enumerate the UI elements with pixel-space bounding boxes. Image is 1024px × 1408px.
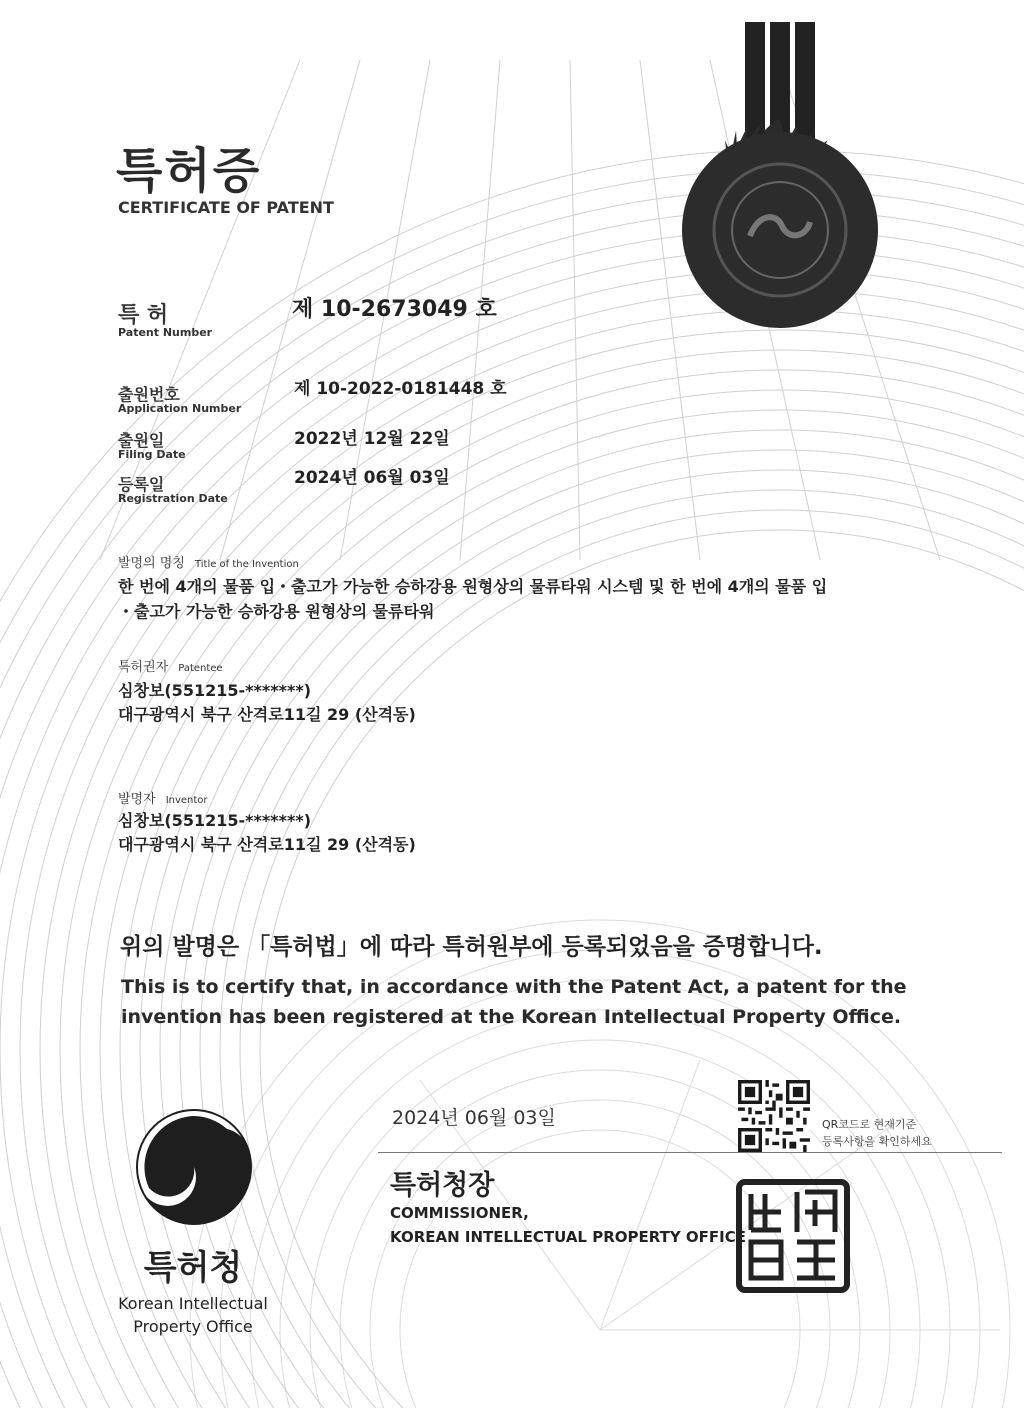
patentee-section-heading — [118, 656, 223, 675]
invention-label: 발명의 명칭 — [118, 556, 185, 571]
inventor-section-heading — [118, 788, 208, 807]
seal-disc — [682, 132, 878, 328]
qr-note-line2: 등록사항을 확인하세요 — [822, 1135, 932, 1148]
office-name-ko: 특허청 — [143, 1248, 243, 1288]
patent-number-label: 특 허 — [118, 303, 169, 328]
issue-date: 2024년 06월 03일 — [392, 1107, 556, 1129]
invention-section-heading — [118, 552, 299, 571]
filing-date-value: 2022년 12월 22일 — [294, 429, 450, 449]
filing-date-label-en: Filing Date — [118, 448, 186, 461]
patentee-label-en: Patentee — [178, 663, 223, 674]
inventor-name: 심창보(551215-*******) — [118, 811, 312, 830]
certificate-title-en: CERTIFICATE OF PATENT — [118, 198, 334, 217]
commissioner-title-en-line1: COMMISSIONER, — [390, 1204, 529, 1222]
qr-note-line1: QR코드로 현재기준 — [822, 1118, 917, 1131]
certification-statement-ko: 위의 발명은 「특허법」에 따라 특허원부에 등록되었음을 증명합니다. — [120, 934, 823, 960]
office-name-en-line1: Korean Intellectual — [118, 1294, 268, 1313]
invention-title-line2: ・출고가 가능한 승하강용 원형상의 물류타워 — [118, 602, 435, 621]
application-number-value: 제 10-2022-0181448 호 — [294, 379, 507, 399]
registration-date-label-en: Registration Date — [118, 492, 228, 505]
patentee-label: 특허권자 — [118, 660, 169, 675]
certification-statement-en-line2: invention has been registered at the Korean Intellectual Property Office. — [121, 1006, 902, 1028]
gold-seal-ribbon — [650, 0, 920, 400]
inventor-label: 발명자 — [118, 792, 156, 807]
commissioner-title-ko: 특허청장 — [390, 1170, 495, 1201]
certificate-title: 특허증 — [116, 143, 262, 199]
filing-date-label: 출원일 — [118, 431, 165, 450]
patent-number-label-en: Patent Number — [118, 326, 213, 339]
inventor-address: 대구광역시 북구 산격로11길 29 (산격동) — [118, 835, 416, 854]
office-name-en-line2: Property Office — [133, 1317, 253, 1336]
registration-date-value: 2024년 06월 03일 — [294, 468, 450, 488]
inventor-label-en: Inventor — [165, 795, 208, 806]
signature-divider — [378, 1152, 1002, 1153]
official-stamp — [735, 1178, 851, 1294]
certification-statement-en-line1: This is to certify that, in accordance with the Patent Act, a patent for the — [121, 976, 907, 998]
patent-number-value: 제 10-2673049 호 — [292, 297, 497, 322]
patentee-address: 대구광역시 북구 산격로11길 29 (산격동) — [118, 705, 416, 724]
patentee-name: 심창보(551215-*******) — [118, 681, 312, 700]
commissioner-title-en-line2: KOREAN INTELLECTUAL PROPERTY OFFICE — [390, 1228, 747, 1246]
invention-label-en: Title of the Invention — [194, 559, 299, 570]
registration-date-label: 등록일 — [118, 475, 165, 494]
application-number-label-en: Application Number — [118, 402, 242, 415]
kipo-taegeuk-logo — [135, 1108, 253, 1226]
application-number-label: 출원번호 — [118, 385, 180, 404]
invention-title-line1: 한 번에 4개의 물품 입・출고가 가능한 승하강용 원형상의 물류타워 시스템 및 한 번에 4개의 물품 입 — [118, 577, 828, 596]
qr-code-icon[interactable] — [738, 1080, 810, 1152]
